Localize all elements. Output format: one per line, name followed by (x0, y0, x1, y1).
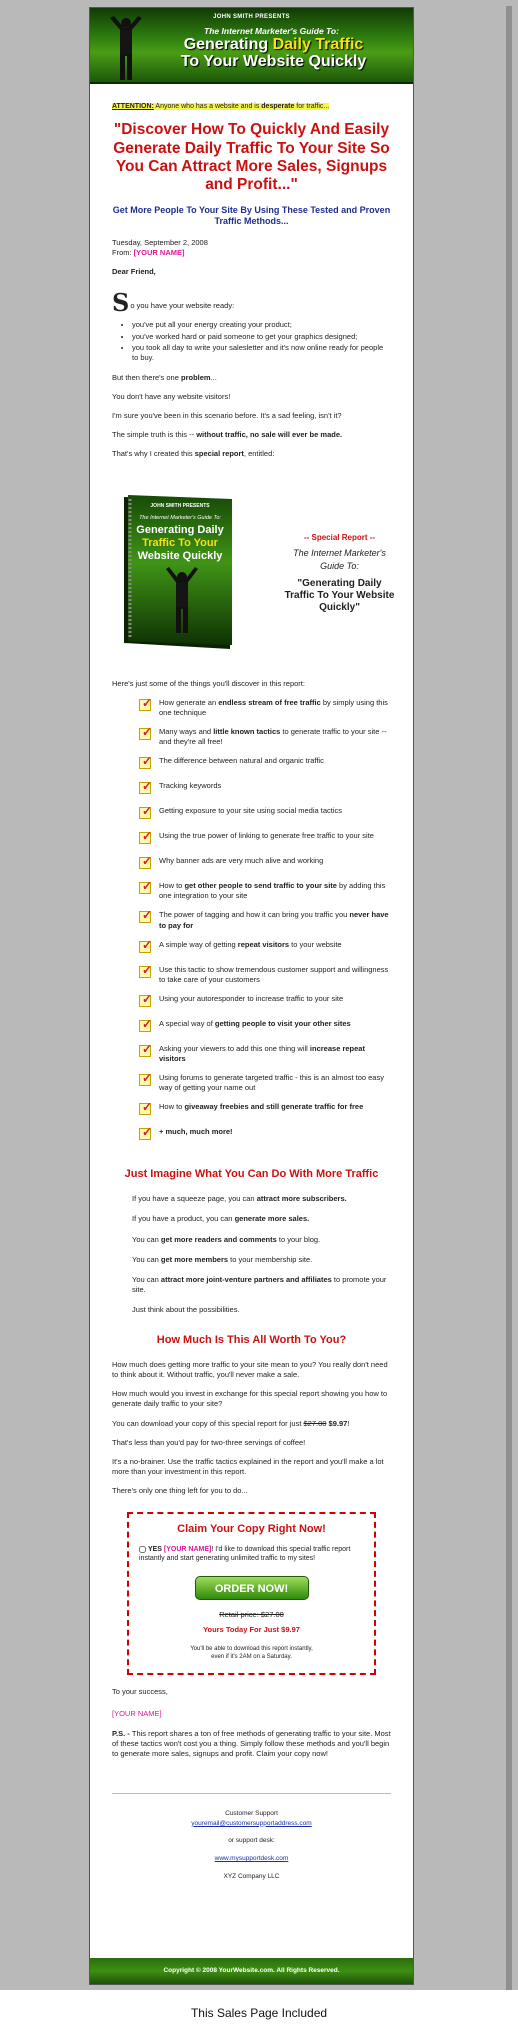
attention-line (112, 102, 391, 111)
today-price: Yours Today For Just $9.97 (203, 1624, 300, 1634)
cover-title-3: Website Quickly (137, 549, 223, 562)
company-name: XYZ Company LLC (223, 1872, 280, 1880)
drop-cap: S (112, 288, 130, 318)
checklist-text: How to get other people to send traffic to your site by adding this one integration to your site (159, 881, 386, 901)
discover-intro: Here's just some of the things you'll discover in this report: (112, 678, 305, 688)
checkbox-icon (139, 1074, 151, 1086)
attention-bold: desperate (261, 103, 295, 110)
no-visitors-paragraph: You don't have any website visitors! (112, 392, 231, 402)
checklist-item (139, 965, 391, 985)
checklist-text: A simple way of getting repeat visitors to your website (159, 939, 342, 949)
attention-end: for traffic... (294, 103, 330, 110)
support-desk-label: or support desk: (228, 1837, 275, 1845)
checklist-text: Using the true power of linking to generate free traffic to your site (159, 831, 374, 841)
checklist-item (139, 1127, 391, 1143)
checklist-text: + much, much more! (159, 1127, 233, 1137)
imagine-item: Just think about the possibilities. (132, 1305, 240, 1315)
support-email-link[interactable]: youremail@customersupportaddress.com (191, 1819, 312, 1827)
worth-heading: How Much Is This All Worth To You? (156, 1334, 347, 1347)
order-confirm-text: YES [YOUR NAME]! I'd like to download this special traffic report instantly and start generating unlimited traffic to my sites! (139, 1545, 351, 1563)
download-note-1: You'll be able to download this report instantly, (190, 1646, 313, 1653)
image-caption: This Sales Page Included (190, 2006, 328, 2020)
list-item: • you've worked hard or paid someone to get your graphics designed; (132, 332, 391, 342)
checklist-item (139, 910, 391, 930)
report-title: "Generating Daily Traffic To Your Website Quickly" (284, 577, 395, 613)
checkbox-icon (139, 699, 151, 711)
imagine-list (132, 1194, 391, 1315)
scenario-paragraph: I'm sure you've been in this scenario before. It's a sad feeling, isn't it? (112, 411, 342, 421)
imagine-item: You can get more readers and comments to your blog. (132, 1234, 321, 1244)
checkbox-icon (139, 757, 151, 769)
checkbox-icon (139, 857, 151, 869)
intro-paragraph (112, 288, 391, 318)
from-name: [YOUR NAME] (133, 248, 185, 258)
guide-subtitle: The Internet Marketer's Guide To: (204, 26, 339, 36)
report-title-block (282, 533, 397, 614)
checklist-text: A special way of getting people to visit your other sites (159, 1018, 351, 1028)
attention-text: Anyone who has a website and is (153, 103, 262, 110)
order-title: Claim Your Copy Right Now! (177, 1523, 326, 1536)
date-line: Tuesday, September 2, 2008 (112, 237, 208, 247)
checklist-item (139, 698, 391, 718)
checkbox-icon (139, 1045, 151, 1057)
imagine-item: If you have a squeeze page, you can attract more subscribers. (132, 1194, 347, 1204)
retail-price: Retail price: $27.00 (219, 1609, 284, 1619)
list-item: • you took all day to write your salesletter and it's now online ready for people to buy. (132, 343, 391, 363)
checklist-item (139, 994, 391, 1010)
checklist-text: Many ways and little known tactics to generate traffic to your site -- and they're all free! (159, 726, 387, 747)
agree-checkbox[interactable] (139, 1546, 146, 1553)
list-item: • you've put all your energy creating your product; (132, 320, 391, 330)
worth-p6: There's only one thing left for you to do... (112, 1486, 248, 1495)
ps-paragraph: P.S. - This report shares a ton of free methods of generating traffic to your site. Most of these tactics won't cost you a thing. Simply follow these methods and you'll begin to generate more sales, signups and profit. Claim your copy now! (112, 1728, 391, 1758)
cover-title-1: Generating Daily (136, 523, 224, 536)
sales-page (89, 7, 414, 1985)
report-showcase (112, 469, 395, 679)
subheadline: Get More People To Your Site By Using These Tested and Proven Traffic Methods... (112, 204, 391, 227)
checklist-item (139, 856, 391, 872)
title-highlight: Daily Traffic (272, 36, 364, 53)
headline: "Discover How To Quickly And Easily Generate Daily Traffic To Your Site So You Can Attract More Sales, Signups and Profit..." (113, 121, 390, 194)
checklist-item (139, 1073, 391, 1093)
attention-label: ATTENTION: (112, 103, 154, 110)
checklist-item (139, 756, 391, 772)
worth-p5: It's a no-brainer. Use the traffic tactics explained in the report and you'll make a lot more than your investment in this report. (112, 1456, 384, 1476)
checklist-text: How generate an endless stream of free traffic by simply using this one technique (159, 697, 388, 717)
checklist-text: Tracking keywords (159, 781, 222, 791)
download-note-2: even if it's 2AM on a Saturday. (211, 1654, 292, 1661)
ebook-cover-image (118, 493, 236, 653)
page-shadow (506, 6, 512, 1990)
cover-guide: The Internet Marketer's Guide To: (139, 514, 221, 521)
checklist-text: Getting exposure to your site using social media tactics (159, 806, 343, 816)
cover-title-2: Traffic To Your (142, 536, 218, 549)
closing: To your success, (112, 1687, 168, 1697)
signature-name: [YOUR NAME] (112, 1709, 162, 1719)
truth-paragraph: The simple truth is this -- without traffic, no sale will ever be made. (112, 430, 343, 440)
cover-presents: JOHN SMITH PRESENTS (150, 502, 210, 509)
checkbox-icon (139, 1020, 151, 1032)
intro-text: o you have your website ready: (130, 301, 235, 311)
intro-bullets (132, 320, 391, 363)
worth-p4: That's less than you'd pay for two-three servings of coffee! (112, 1437, 306, 1447)
imagine-item: You can get more members to your membership site. (132, 1254, 313, 1264)
checklist-text: Using forums to generate targeted traffic - this is an almost too easy way of getting your name out (159, 1073, 384, 1093)
checklist-text: Using your autoresponder to increase traffic to your site (159, 993, 344, 1003)
worth-p2: How much would you invest in exchange for this special report showing you how to generate daily traffic to your site? (112, 1389, 388, 1409)
imagine-item: You can attract more joint-venture partners and affiliates to promote your site. (132, 1274, 387, 1294)
checklist-text: The power of tagging and how it can bring you traffic you never have to pay for (159, 910, 389, 930)
checklist-text: Why banner ads are very much alive and working (159, 856, 324, 866)
support-desk-link[interactable]: www.mysupportdesk.com (214, 1855, 289, 1863)
checklist-item (139, 1019, 391, 1035)
created-paragraph: That's why I created this special report, entitled: (112, 449, 275, 459)
checkbox-icon (139, 966, 151, 978)
imagine-item: If you have a product, you can generate more sales. (132, 1214, 310, 1224)
presents-text: JOHN SMITH PRESENTS (213, 14, 290, 20)
checkbox-icon (139, 911, 151, 923)
title-part: Generating (183, 36, 273, 53)
checklist-text: How to giveaway freebies and still generate traffic for free (159, 1102, 364, 1112)
support-footer (112, 1793, 391, 1882)
checklist-item (139, 1102, 391, 1118)
checkbox-icon (139, 728, 151, 740)
checkbox-icon (139, 995, 151, 1007)
checklist-text: Asking your viewers to add this one thing will increase repeat visitors (159, 1043, 365, 1064)
greeting: Dear Friend, (112, 267, 156, 277)
checklist-text: Use this tactic to show tremendous customer support and willingness to take care of your customers (159, 964, 389, 984)
checklist-item (139, 781, 391, 797)
checkbox-icon (139, 782, 151, 794)
benefits-checklist (139, 698, 391, 1144)
from-label: From: (112, 248, 134, 258)
main-content (90, 84, 413, 1882)
report-guide: The Internet Marketer's Guide To: (293, 548, 386, 571)
checklist-item (139, 727, 391, 747)
checklist-item (139, 831, 391, 847)
order-now-button[interactable]: ORDER NOW! (195, 1576, 309, 1600)
checkbox-icon (139, 807, 151, 819)
checklist-text: The difference between natural and organic traffic (159, 756, 324, 766)
worth-p1: How much does getting more traffic to your site mean to you? You really don't need to think about it. Without traffic, you'll never make a sale. (112, 1360, 388, 1380)
copyright-bar: Copyright © 2008 YourWebsite.com. All Rights Reserved. (90, 1958, 413, 1984)
checkbox-icon (139, 941, 151, 953)
checklist-item (139, 806, 391, 822)
from-line (112, 248, 391, 258)
checkbox-icon (139, 882, 151, 894)
checkbox-icon (139, 1128, 151, 1140)
problem-paragraph: But then there's one problem... (112, 372, 217, 382)
checklist-item (139, 940, 391, 956)
imagine-heading: Just Imagine What You Can Do With More Traffic (124, 1168, 379, 1181)
header-title (140, 37, 407, 71)
checklist-item (139, 1044, 391, 1064)
order-box (127, 1512, 376, 1675)
checklist-item (139, 881, 391, 901)
header-banner (90, 8, 413, 84)
new-price: $9.97 (326, 1418, 348, 1428)
old-price: $27.00 (303, 1418, 327, 1428)
report-label: -- Special Report -- (303, 532, 376, 542)
title-part: To Your Website Quickly (180, 52, 367, 70)
support-label: Customer Support (225, 1809, 278, 1817)
checkbox-icon (139, 832, 151, 844)
price-paragraph: You can download your copy of this special report for just $27.00 $9.97! (112, 1418, 350, 1428)
man-figure-icon (108, 14, 144, 82)
checkbox-icon (139, 1103, 151, 1115)
